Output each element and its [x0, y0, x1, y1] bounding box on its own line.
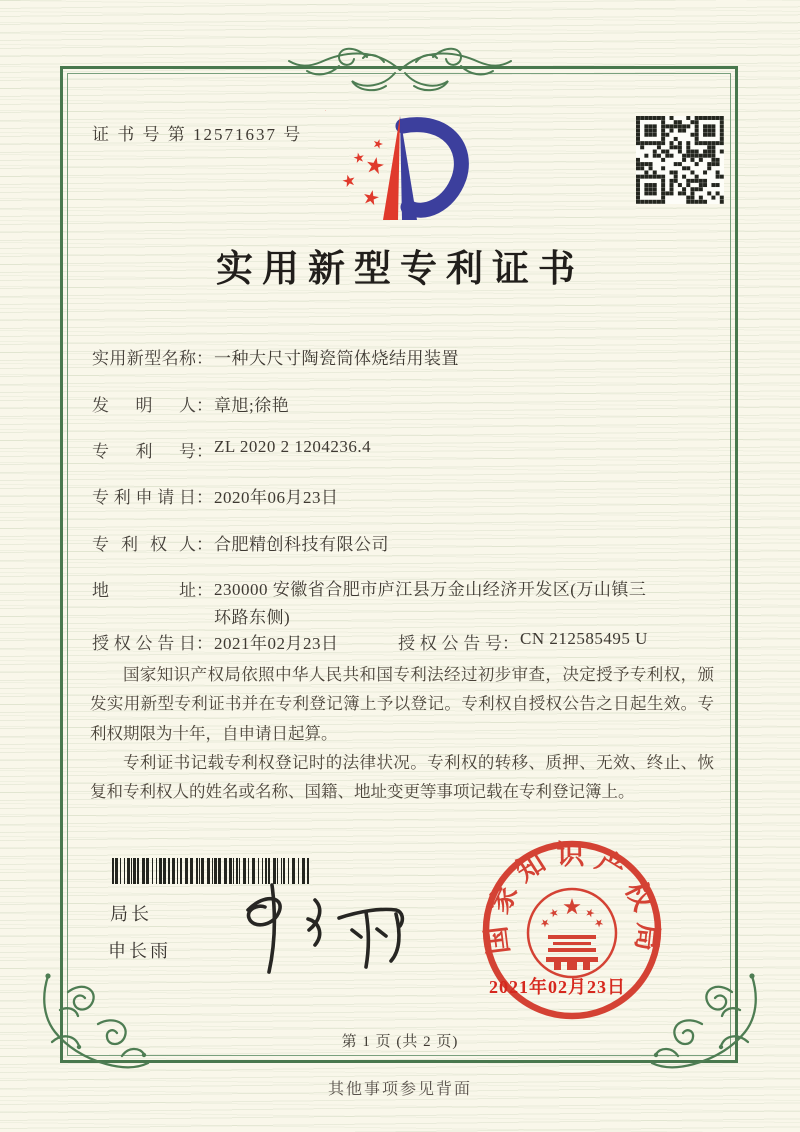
field-value: 章旭;徐艳 — [214, 396, 290, 415]
field-label: 专利号 — [92, 442, 196, 461]
seal-agency-text: 国家知识产权局 — [480, 839, 664, 956]
legal-paragraph-1: 国家知识产权局依照中华人民共和国专利法经过初步审查，决定授予专利权，颁发实用新型专利证书并在专利登记簿上予以登记。专利权自授权公告之日起生效。专利权期限为十年，自申请日起算。 — [90, 665, 714, 743]
director-title: 局长 — [110, 904, 152, 924]
field-colon: ： — [196, 634, 213, 653]
field-label: 授权公告日 — [92, 634, 196, 653]
certificate-title: 实用新型专利证书 — [216, 249, 584, 290]
director-name: 申长雨 — [108, 941, 171, 961]
cnipa-logo-icon — [325, 110, 475, 228]
certificate-number: 证 书 号 第 12571637 号 — [92, 125, 303, 144]
grant-date-value: 2021年02月23日 — [214, 634, 339, 653]
field-label: 实用新型名称 — [92, 349, 196, 368]
legal-text-block — [90, 660, 714, 807]
page-indicator: 第 1 页 (共 2 页) — [341, 1034, 459, 1050]
qr-code — [636, 116, 724, 204]
field-row-address — [92, 576, 662, 632]
field-row-inventor — [92, 391, 289, 416]
field-row-patent-number — [92, 437, 371, 462]
field-colon: ： — [196, 442, 213, 461]
back-note: 其他事项参见背面 — [327, 1081, 472, 1098]
field-row-patentee — [92, 530, 389, 555]
top-flourish-ornament-icon — [285, 40, 515, 96]
field-colon: ： — [196, 581, 213, 600]
seal-date: 2021年02月23日 — [489, 977, 626, 997]
field-value: 合肥精创科技有限公司 — [214, 535, 389, 554]
field-label: 地址 — [92, 581, 196, 600]
field-value: 一种大尺寸陶瓷筒体烧结用装置 — [214, 349, 459, 368]
field-colon: ： — [196, 349, 213, 368]
field-label: 授权公告号 — [398, 634, 502, 653]
field-label: 发明人 — [92, 396, 196, 415]
bottom-left-flourish-ornament-icon — [38, 972, 150, 1074]
legal-paragraph-2: 专利证书记载专利权登记时的法律状况。专利权的转移、质押、无效、终止、恢复和专利权人的姓名或名称、国籍、地址变更等事项记载在专利登记簿上。 — [90, 753, 714, 802]
field-colon: ： — [196, 535, 213, 554]
national-emblem-icon — [528, 889, 616, 977]
field-value: 2020年06月23日 — [214, 488, 339, 507]
field-label: 专利权人 — [92, 535, 196, 554]
field-row-utility-model-name — [92, 344, 459, 369]
director-signature-icon — [220, 878, 415, 980]
field-label: 专利申请日 — [92, 488, 196, 507]
field-row-filing-date — [92, 483, 339, 508]
field-colon: ： — [196, 488, 213, 507]
field-colon: ： — [502, 634, 519, 653]
field-value: 230000 安徽省合肥市庐江县万金山经济开发区(万山镇三环路东侧) — [214, 580, 647, 628]
grant-number-value: CN 212585495 U — [520, 629, 648, 648]
field-colon: ： — [196, 396, 213, 415]
field-row-grant — [92, 629, 648, 654]
field-value: ZL 2020 2 1204236.4 — [214, 437, 372, 456]
